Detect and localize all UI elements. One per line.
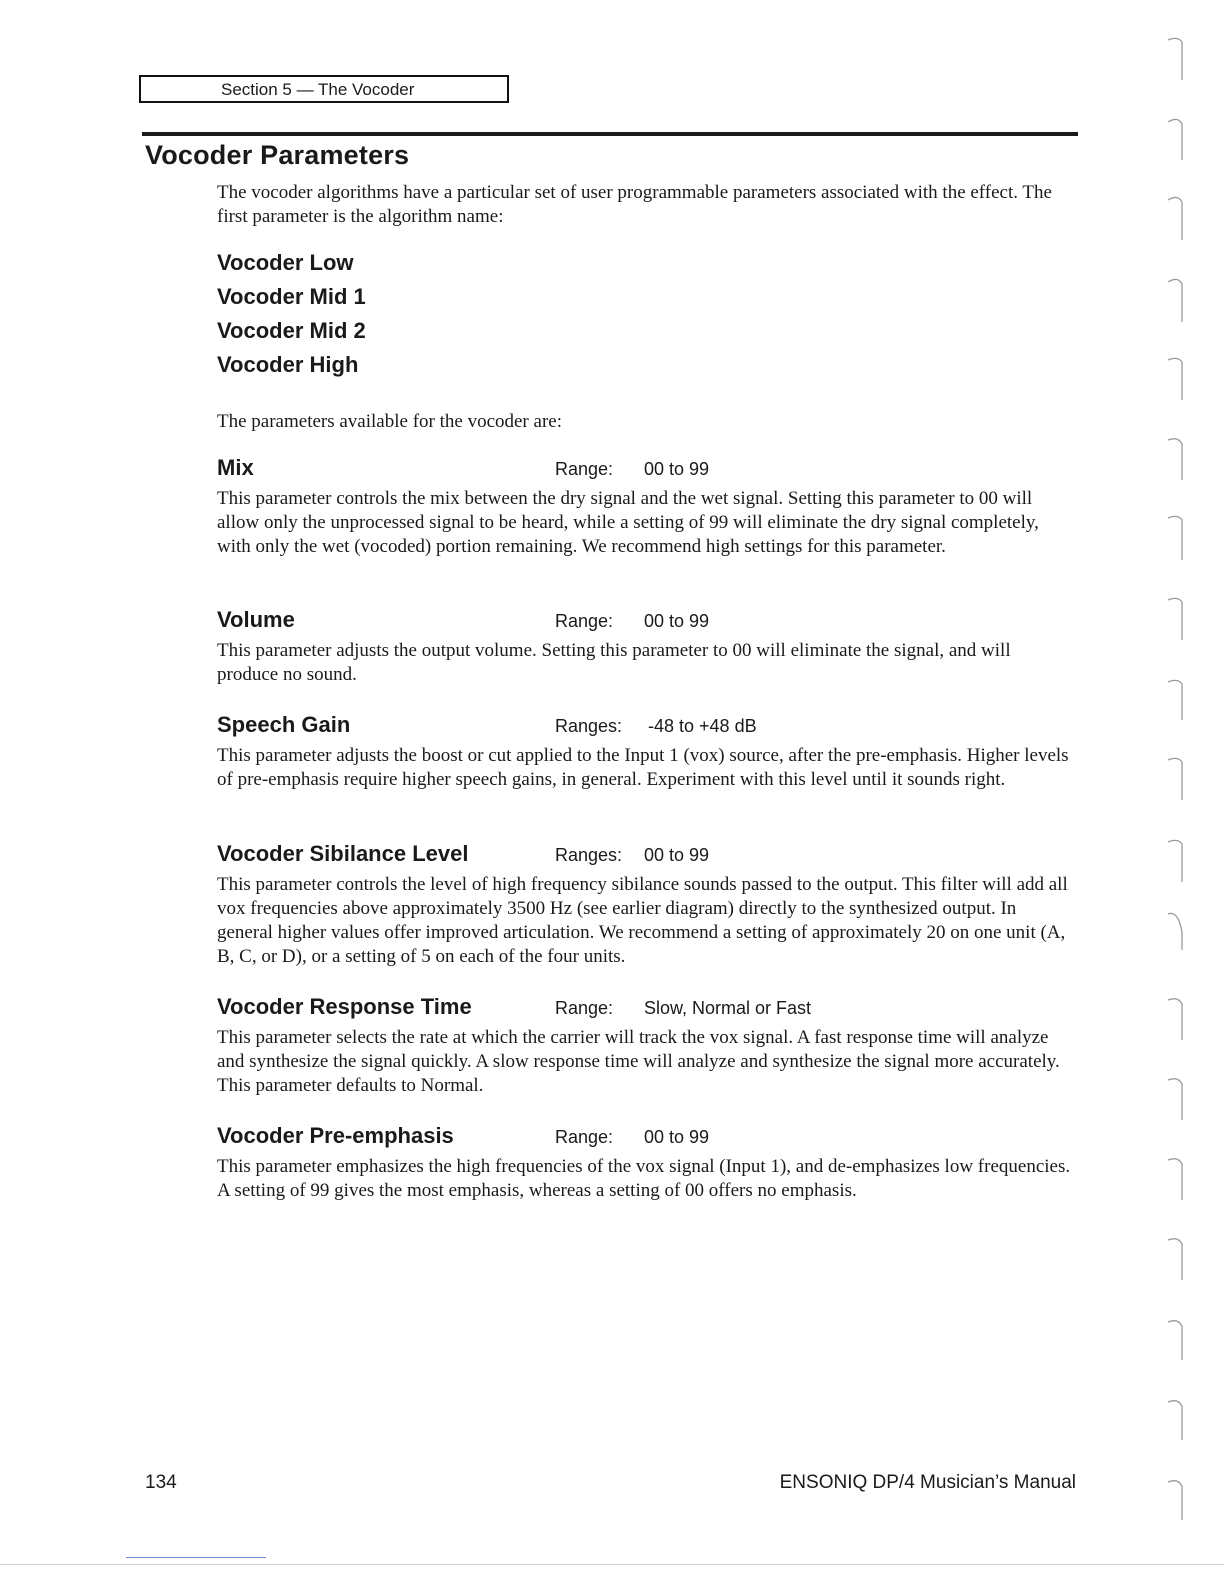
parameter-description: This parameter adjusts the boost or cut applied to the Input 1 (vox) source, after the pre-emphasis. Higher levels of pre-emphasis require higher speech gains, in general. Experiment with this level until it sounds right. (217, 745, 1069, 790)
parameter-name: Vocoder Pre-emphasis (217, 1123, 454, 1148)
range-label: Range: (555, 1127, 614, 1147)
page-title: Vocoder Parameters (145, 140, 410, 170)
parameter-name: Speech Gain (217, 712, 351, 737)
range-label: Range: (555, 459, 614, 479)
parameter-volume (217, 606, 1077, 687)
algorithm-name: Vocoder High (217, 352, 359, 377)
algorithm-name: Vocoder Low (217, 250, 354, 275)
algorithm-name: Vocoder Mid 1 (217, 284, 366, 309)
parameter-description: This parameter adjusts the output volume. Setting this parameter to 00 will eliminate the signal, and will produce no sound. (217, 640, 1011, 685)
parameter-speech-gain (217, 711, 1077, 792)
range-label: Ranges: (555, 845, 623, 865)
page-number: 134 (145, 1472, 177, 1493)
footer-divider (126, 1557, 266, 1558)
intro-paragraph: The vocoder algorithms have a particular set of user programmable parameters associated with the effect. The first parameter is the algorithm name: (217, 182, 1052, 227)
range-label: Range: (555, 611, 614, 631)
parameter-description: This parameter emphasizes the high frequencies of the vox signal (Input 1), and de-emphasizes low frequencies. A setting of 99 gives the most emphasis, whereas a setting of 00 offers no emphasis. (217, 1156, 1071, 1201)
range-label: Range: (555, 998, 614, 1018)
page-bottom-edge (0, 1564, 1224, 1565)
section-label: Section 5 — The Vocoder (221, 80, 415, 99)
range-value: 00 to 99 (644, 459, 710, 479)
parameter-mix (217, 454, 1077, 559)
range-value: 00 to 99 (644, 1127, 710, 1147)
parameter-name: Vocoder Response Time (217, 994, 472, 1019)
parameters-intro: The parameters available for the vocoder are: (217, 411, 562, 432)
parameter-name: Volume (217, 607, 295, 632)
parameter-pre-emphasis (217, 1122, 1077, 1203)
algorithm-list (217, 248, 366, 384)
parameter-sibilance-level (217, 840, 1077, 969)
range-value: Slow, Normal or Fast (644, 998, 812, 1018)
parameter-name: Vocoder Sibilance Level (217, 841, 469, 866)
parameter-response-time (217, 993, 1077, 1098)
binder-tab-marks (1150, 0, 1210, 1584)
range-label: Ranges: (555, 716, 623, 736)
title-rule (142, 132, 1078, 136)
section-header-box (139, 75, 509, 103)
range-value: -48 to +48 dB (648, 716, 757, 736)
parameter-description: This parameter controls the level of high frequency sibilance sounds passed to the output. This filter will add all vox frequencies above approximately 3500 Hz (see earlier diagram) directly to the synthesized output. In general higher values offer improved articulation. We recommend a setting of approximately 20 on one unit (A, B, C, or D), or a setting of 5 on each of the four units. (217, 874, 1068, 967)
range-value: 00 to 99 (644, 611, 710, 631)
parameter-name: Mix (217, 455, 254, 480)
parameter-description: This parameter selects the rate at which the carrier will track the vox signal. A fast response time will analyze and synthesize the signal quickly. A slow response time will analyze and synthesize the signal more accurately. This parameter defaults to Normal. (217, 1027, 1060, 1096)
manual-title: ENSONIQ DP/4 Musician’s Manual (779, 1472, 1076, 1493)
parameter-description: This parameter controls the mix between the dry signal and the wet signal. Setting this parameter to 00 will allow only the unprocessed signal to be heard, while a setting of 99 will eliminate the dry signal completely, with only the wet (vocoded) portion remaining. We recommend high settings for this parameter. (217, 488, 1039, 557)
range-value: 00 to 99 (644, 845, 710, 865)
algorithm-name: Vocoder Mid 2 (217, 318, 366, 343)
